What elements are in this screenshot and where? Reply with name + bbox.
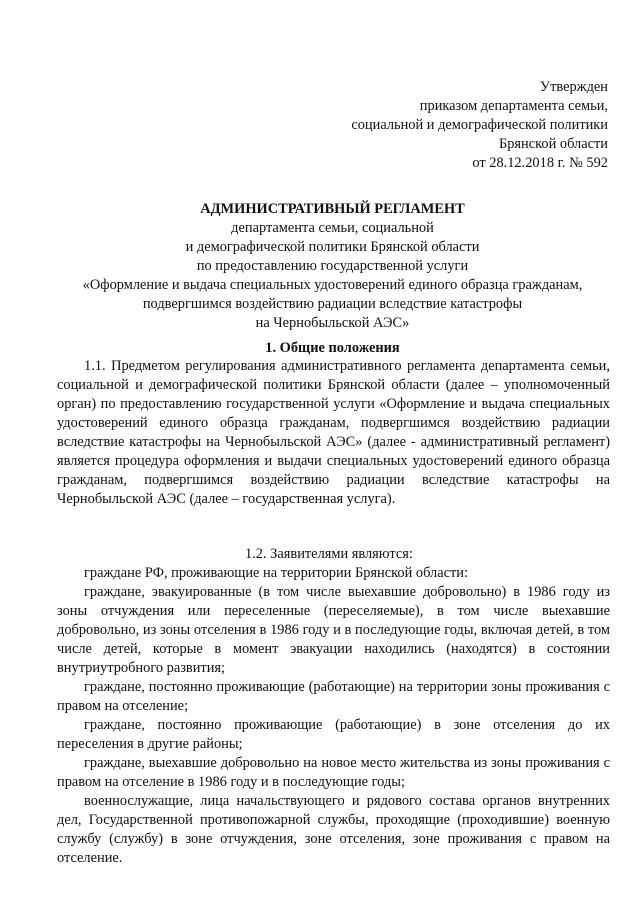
list-item: граждане, постоянно проживающие (работающие) в зоне отселения до их переселения в другие районы; <box>57 717 610 752</box>
section-heading: 1. Общие положения <box>265 340 400 356</box>
document-title: АДМИНИСТРАТИВНЫЙ РЕГЛАМЕНТ <box>200 201 465 217</box>
approval-line: Брянской области <box>498 136 608 152</box>
title-subline: по предоставлению государственной услуги <box>196 258 469 274</box>
title-subline: подвергшимся воздействию радиации вследствие катастрофы <box>142 296 523 312</box>
list-item: граждане РФ, проживающие на территории Брянской области: <box>84 565 468 581</box>
approval-stamp-block <box>300 78 608 173</box>
title-subline: «Оформление и выдача специальных удостоверений единого образца гражданам, <box>82 277 583 293</box>
paragraph-1-2-heading: 1.2. Заявителями являются: <box>245 546 413 562</box>
list-item: граждане, эвакуированные (в том числе выехавшие добровольно) в 1986 году из зоны отчуждения или переселенные (переселяемые), в том числе выехавшие добровольно, из зоны отселения в 1986 году и в последующие годы, включая детей, в том числе детей, которые в момент эвакуации находились (находятся) в состоянии внутриутробного развития; <box>57 584 610 676</box>
list-item: граждане, выехавшие добровольно на новое место жительства из зоны проживания с правом на отселение в 1986 году и в последующие годы; <box>57 755 610 790</box>
list-item: граждане, постоянно проживающие (работающие) на территории зоны проживания с правом на отселение; <box>57 679 610 714</box>
paragraph-1-1: 1.1. Предметом регулирования административного регламента департамента семьи, социальной и демографической политики Брянской области (далее – уполномоченный орган) по предоставлению государственной услуги «Оформление и выдача специальных удостоверений единого образца гражданам, подвергшимся воздействию радиации вследствие катастрофы на Чернобыльской АЭС» (далее - административный регламент) является процедура оформления и выдачи специальных удостоверений единого образца гражданам, подвергшимся воздействию радиации вследствие катастрофы на Чернобыльской АЭС (далее – государственная услуга). <box>57 358 610 507</box>
document-title-block <box>55 200 610 333</box>
approval-date-line: от 28.12.2018 г. № 592 <box>472 155 608 171</box>
title-subline: департамента семьи, социальной <box>231 220 434 236</box>
applicants-list <box>57 564 610 868</box>
list-item: военнослужащие, лица начальствующего и рядового состава органов внутренних дел, Государственной противопожарной службы, проходящие (проходившие) военную службу (службу) в зоне отчуждения, зоне отселения, зоне проживания с правом на отселение. <box>57 793 610 866</box>
approval-line: Утвержден <box>539 79 608 95</box>
title-subline: на Чернобыльской АЭС» <box>255 315 410 331</box>
title-subline: и демографической политики Брянской области <box>185 239 480 255</box>
approval-line: приказом департамента семьи, <box>419 98 608 114</box>
approval-line: социальной и демографической политики <box>351 117 608 133</box>
